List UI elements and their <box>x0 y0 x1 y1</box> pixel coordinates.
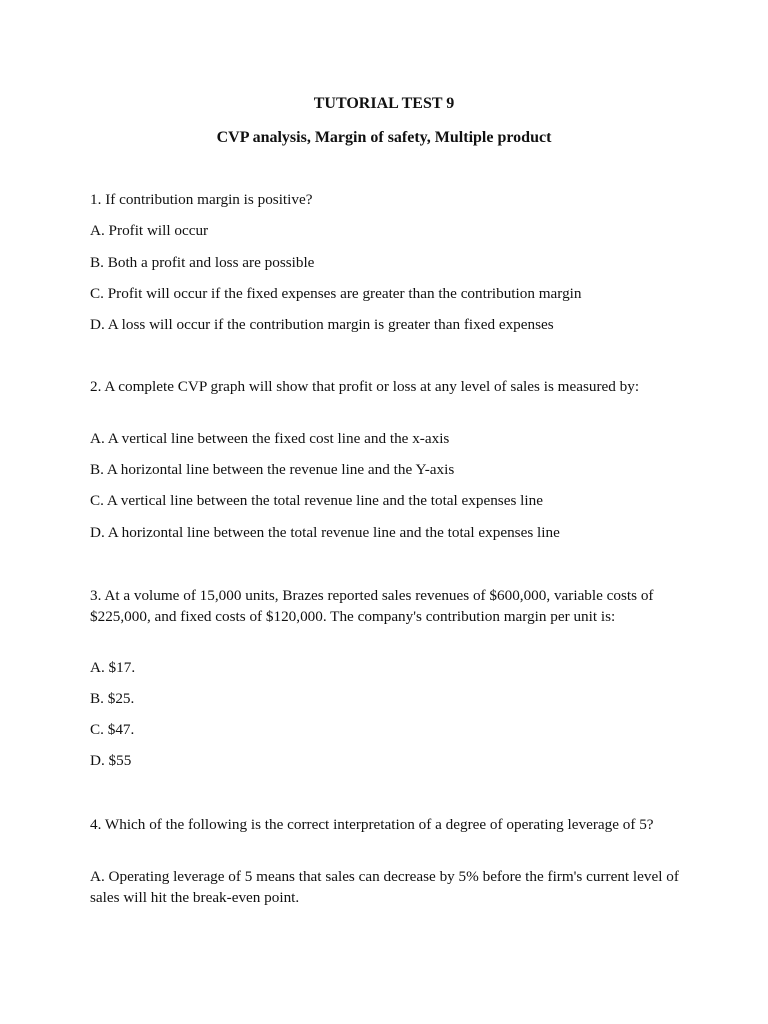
question-4-option-a: A. Operating leverage of 5 means that sales can decrease by 5% before the firm's current level of sales will hit the break-even point. <box>90 868 679 906</box>
question-3-stem: 3. At a volume of 15,000 units, Brazes reported sales revenues of $600,000, variable costs of $225,000, and fixed costs of $120,000. The company's contribution margin per unit is: <box>90 587 654 625</box>
question-3-option-c: C. $47. <box>90 721 135 738</box>
question-3-option-d: D. $55 <box>90 752 132 769</box>
question-2-stem: 2. A complete CVP graph will show that profit or loss at any level of sales is measured by: <box>90 378 640 395</box>
question-3-option-b: B. $25. <box>90 690 135 707</box>
question-2-option-b: B. A horizontal line between the revenue line and the Y-axis <box>90 461 455 478</box>
document-title: TUTORIAL TEST 9 <box>313 95 455 112</box>
question-2-option-c: C. A vertical line between the total revenue line and the total expenses line <box>90 492 543 509</box>
document-subtitle: CVP analysis, Margin of safety, Multiple product <box>216 129 552 146</box>
question-1-option-a: A. Profit will occur <box>90 222 209 239</box>
question-3-option-a: A. $17. <box>90 659 136 676</box>
question-1-option-d: D. A loss will occur if the contribution margin is greater than fixed expenses <box>90 316 554 333</box>
question-4-stem: 4. Which of the following is the correct interpretation of a degree of operating leverage of 5? <box>90 816 654 833</box>
question-1-option-b: B. Both a profit and loss are possible <box>90 254 315 271</box>
question-2-option-a: A. A vertical line between the fixed cost line and the x-axis <box>90 430 450 447</box>
question-1-option-c: C. Profit will occur if the fixed expenses are greater than the contribution margin <box>90 285 582 302</box>
question-1-stem: 1. If contribution margin is positive? <box>90 191 313 208</box>
question-2-option-d: D. A horizontal line between the total revenue line and the total expenses line <box>90 524 560 541</box>
